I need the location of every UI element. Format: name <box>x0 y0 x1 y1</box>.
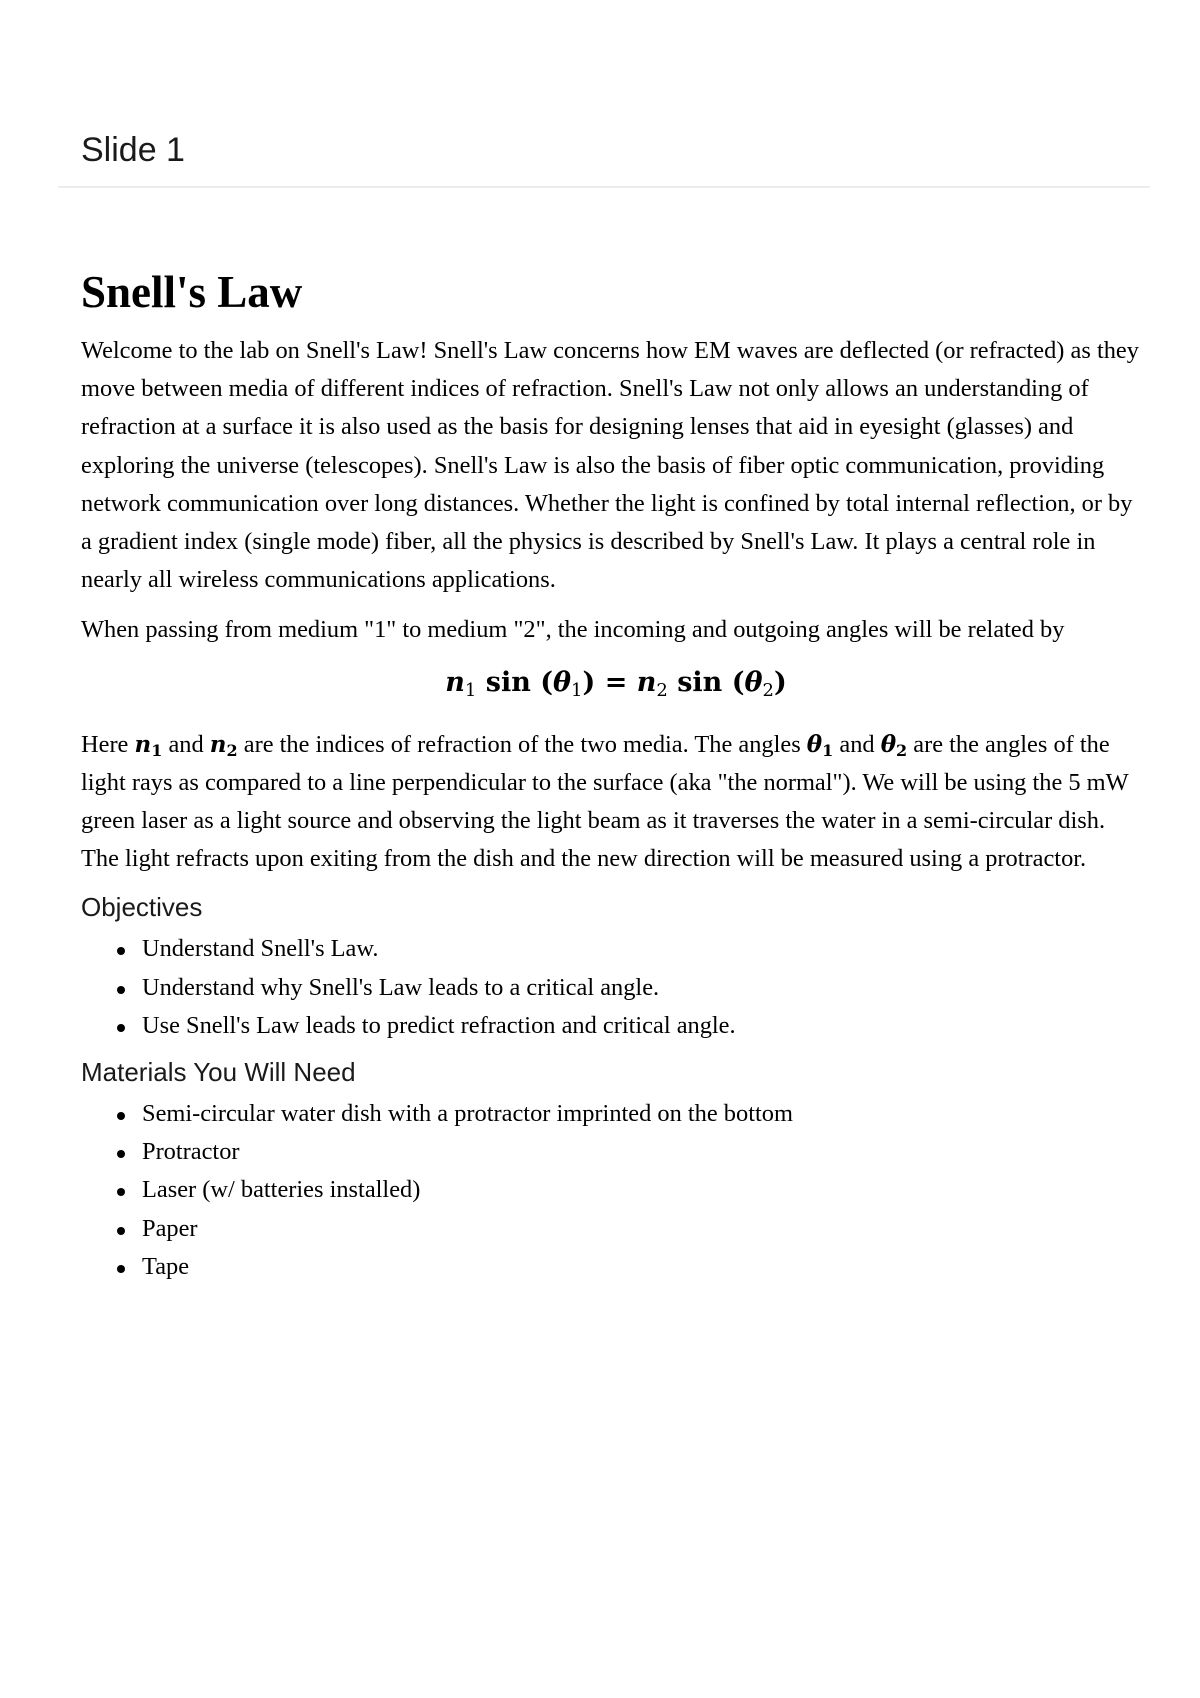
material-text: Laser (w/ batteries installed) <box>142 1176 421 1204</box>
material-text: Protractor <box>142 1138 240 1166</box>
inline-n1-subscript: 1 <box>151 740 163 760</box>
inline-n1 <box>135 731 163 758</box>
bullet-icon <box>117 1112 125 1120</box>
materials-heading: Materials You Will Need <box>81 1057 356 1088</box>
bullet-icon <box>117 947 125 955</box>
bullet-icon <box>117 1188 125 1196</box>
objective-item <box>81 930 1141 968</box>
material-text: Tape <box>142 1252 190 1280</box>
objective-text: Understand why Snell's Law leads to a critical angle. <box>142 973 660 1001</box>
inline-theta2-symbol: θ <box>880 730 897 758</box>
explanation-text-2: and <box>162 730 210 758</box>
inline-theta1-subscript: 1 <box>822 740 834 760</box>
inline-theta2 <box>881 731 907 758</box>
bullet-icon <box>117 1227 125 1235</box>
snells-law-equation: $n_1$ $\sin (\theta_1) = n_2$ $\sin (\theta_2)$ <box>445 666 787 701</box>
objective-text: Understand Snell's Law. <box>142 935 379 963</box>
document-body <box>81 264 1141 1296</box>
inline-n2-symbol: n <box>209 730 227 758</box>
objective-text: Use Snell's Law leads to predict refraction and critical angle. <box>142 1011 736 1039</box>
inline-n2-subscript: 2 <box>226 740 238 760</box>
material-item <box>81 1171 1141 1209</box>
material-item <box>81 1095 1141 1133</box>
objective-item <box>81 1007 1141 1045</box>
materials-list <box>81 1095 1141 1286</box>
explanation-text-3: are the indices of refraction of the two media. The angles <box>237 730 807 758</box>
equation-theta1-subscript: 1 <box>571 679 583 701</box>
equation-n2-subscript: 2 <box>656 679 668 701</box>
explanation-text-5: are the angles of the light rays as compared to a line perpendicular to the surface (aka "the normal"). We will be using the 5 mW green laser as a light source and observing the light beam as it traverses the water in a semi-circular dish. The light refracts upon exiting from the dish and the new direction will be measured using a protractor. <box>81 730 1129 873</box>
explanation-paragraph <box>81 726 1141 879</box>
material-item <box>81 1210 1141 1248</box>
intro-paragraph: Welcome to the lab on Snell's Law! Snell's Law concerns how EM waves are deflected (or refracted) as they move between media of different indices of refraction. Snell's Law not only allows an understanding of refraction at a surface it is also used as the basis for designing lenses that aid in eyesight (glasses) and exploring the universe (telescopes). Snell's Law is also the basis of fiber optic communication, providing network communication over long distances. Whether the light is confined by total internal reflection, or by a gradient index (single mode) fiber, all the physics is described by Snell's Law. It plays a central role in nearly all wireless communications applications. <box>81 337 1139 594</box>
bullet-icon <box>117 986 125 994</box>
relation-paragraph: When passing from medium "1" to medium "2", the incoming and outgoing angles will be related by <box>81 616 1065 644</box>
equation-n1-subscript: 1 <box>464 679 477 701</box>
header-divider <box>58 186 1150 188</box>
bullet-icon <box>117 1150 125 1158</box>
bullet-icon <box>117 1265 125 1273</box>
equation-sin-2: sin <box>677 666 723 698</box>
inline-theta1-symbol: θ <box>806 730 823 758</box>
equation-n2: n <box>636 666 657 698</box>
document-title: Snell's Law <box>81 267 303 317</box>
inline-n1-symbol: n <box>134 730 152 758</box>
equation-equals: = <box>604 666 628 698</box>
equation-theta2: θ <box>744 666 763 698</box>
inline-theta2-subscript: 2 <box>896 740 908 760</box>
material-text: Paper <box>142 1214 198 1242</box>
equation-theta1: θ <box>553 666 572 698</box>
bullet-icon <box>117 1024 125 1032</box>
inline-theta1 <box>807 731 833 758</box>
slide-title: Slide 1 <box>81 131 185 169</box>
explanation-text-4: and <box>833 730 881 758</box>
objective-item <box>81 969 1141 1007</box>
explanation-text-1: Here <box>81 730 135 758</box>
objectives-list <box>81 930 1141 1045</box>
material-text: Semi-circular water dish with a protractor imprinted on the bottom <box>142 1100 793 1128</box>
objectives-heading: Objectives <box>81 892 203 923</box>
equation-theta2-subscript: 2 <box>762 679 774 701</box>
equation-n1: n <box>445 666 465 698</box>
equation-sin-1: sin <box>485 666 531 698</box>
inline-n2 <box>210 731 238 758</box>
material-item <box>81 1248 1141 1286</box>
material-item <box>81 1133 1141 1171</box>
